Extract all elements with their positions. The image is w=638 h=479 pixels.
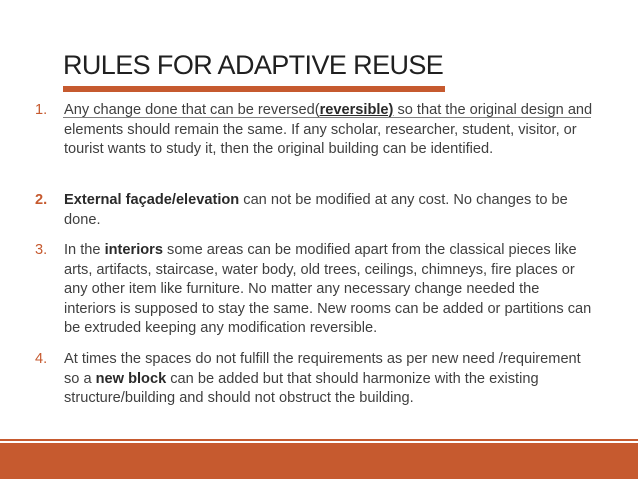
slide-title: RULES FOR ADAPTIVE REUSE	[63, 50, 444, 80]
list-item-2	[35, 191, 595, 230]
title-accent-bar	[63, 86, 445, 92]
list-item-1	[35, 101, 595, 160]
item-text-after: can not be modified at any cost. No changes to be done.	[64, 192, 568, 228]
item-text-before: Any change done that can be reversed(	[64, 102, 320, 118]
item-keyword: reversible)	[319, 102, 394, 118]
footer-accent-line	[0, 439, 638, 441]
item-text-after: some areas can be modified apart from the classical pieces like arts, artifacts, staircase, water body, old trees, ceilings, chimneys, fire places or any other item like furniture. No matter any necessary change needed the interiors is supposed to stay the same. New rooms can be added or partitions can be extruded keeping any modification reversible.	[64, 242, 592, 337]
item-number: 4.	[35, 351, 48, 367]
item-number: 2.	[35, 192, 48, 208]
item-keyword: interiors	[104, 242, 163, 258]
footer-accent-bar	[0, 443, 638, 479]
item-text-before: In the	[64, 242, 105, 258]
list-item-4	[35, 350, 595, 409]
item-number: 3.	[35, 242, 48, 258]
item-text-after: can be added but that should harmonize with the existing structure/building and should not obstruct the building.	[64, 370, 539, 407]
item-text-before: At times the spaces do not fulfill the requirements as per new need /requirement so a	[64, 351, 581, 387]
item-number: 1.	[35, 102, 48, 118]
item-text	[64, 191, 595, 230]
item-text	[64, 241, 595, 339]
item-keyword: External façade/elevation	[64, 192, 240, 208]
list-item-3	[35, 241, 595, 339]
item-text	[64, 350, 595, 409]
item-text	[64, 101, 595, 160]
item-text-after: so that the original design and elements should remain the same. If any scholar, researcher, student, visitor, or tourist wants to study it, then the original building can be identified.	[64, 102, 593, 158]
item-keyword: new block	[95, 370, 167, 387]
